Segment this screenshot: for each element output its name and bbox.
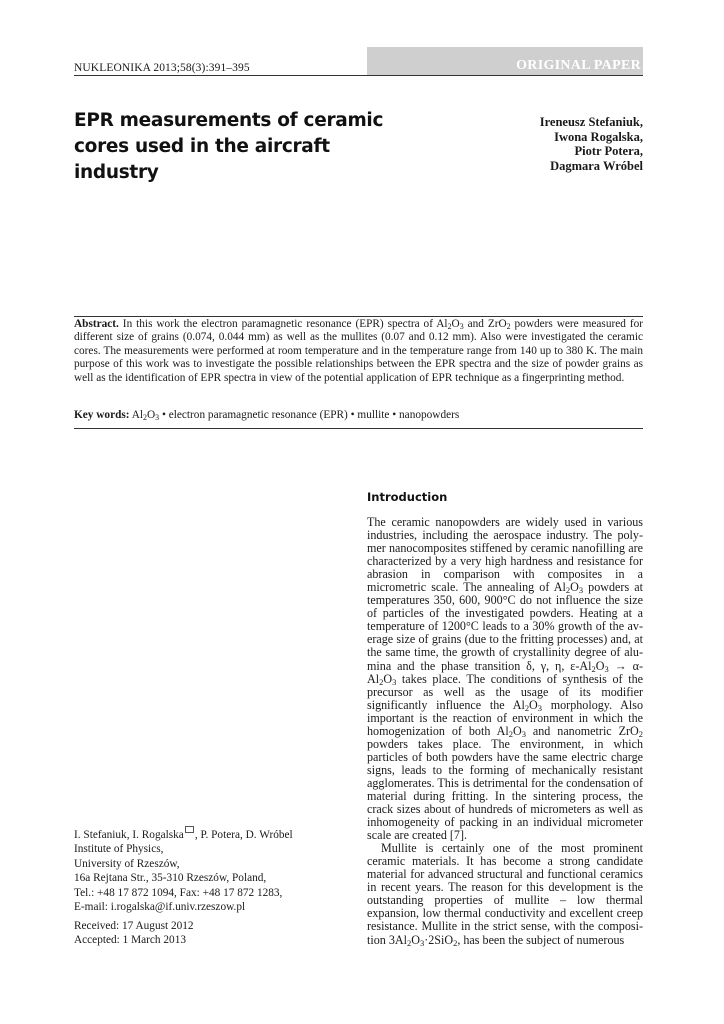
section-heading-introduction: Introduction	[367, 490, 448, 504]
paper-title: EPR measurements of ceramic cores used in the aircraft industry	[74, 110, 384, 183]
author-name: Iwona Rogalska,	[554, 129, 643, 144]
keywords	[74, 409, 643, 422]
affiliation-line: Tel.: +48 17 872 1094, Fax: +48 17 872 1283,	[74, 886, 283, 899]
subscript: 2	[447, 321, 452, 331]
keywords-label: Key words:	[74, 409, 130, 421]
header-rule	[74, 75, 643, 76]
author-name: Ireneusz Stefaniuk,	[539, 115, 643, 129]
author-list	[540, 115, 643, 173]
paragraph: Mullite is certainly one of the most prominent ceramic materials. It has become a strong candidate material for advanced structural and functional ceramics in recent years. The reason for this development is the outstanding properties of mullite – low thermal expansion, low thermal conductivity and excellent creep resistance. Mullite in the strict sense, with the composition $3Al_2O_3\cdot 2SiO_2$, has been the subject of numerous	[367, 841, 643, 948]
affiliation-line: University of Rzeszów,	[74, 857, 180, 870]
keywords-text: Al	[129, 409, 144, 421]
affiliation-names: I. Stefaniuk, I. Rogalska , P. Potera, D. Wróbel	[74, 826, 334, 842]
author-name: Piotr Potera,	[574, 144, 643, 159]
journal-citation: NUKLEONIKA 2013;58(3):391–395	[74, 62, 250, 74]
abstract-label: Abstract.	[74, 318, 119, 330]
article-type-badge: ORIGINAL PAPER	[367, 47, 643, 75]
affiliation-line: Institute of Physics,	[74, 843, 164, 856]
abstract-text: powders were measured for different size of grains (0.074, 0.044 mm) as well as the mullites (0.07 and 0.12 mm). Also were investigated the ceramic cores. The measurements were performed at room temperature and in the temperature range from 140 up to 380 K. The main purpose of this work was to investigate the possible relationships between the EPR spectra and the size of powder grains as well as the identification of EPR spectra in view of the potential application of EPR technique as a fingerprinting method.	[74, 318, 643, 384]
manuscript-dates	[74, 919, 194, 948]
abstract	[74, 318, 643, 385]
author-affiliation	[74, 826, 334, 914]
abstract-text: O	[451, 318, 460, 330]
keywords-text: O	[147, 409, 156, 421]
introduction-body	[367, 516, 643, 947]
affiliation-email: E-mail: i.rogalska@if.univ.rzeszow.pl	[74, 901, 246, 914]
keywords-bottom-rule	[74, 428, 643, 429]
accepted-date: Accepted: 1 March 2013	[74, 934, 186, 947]
subscript: 3	[155, 412, 160, 422]
subscript: 3	[459, 321, 464, 331]
paragraph: The ceramic nanopowders are widely used in various industries, including the aerospace industry. The polymer nanocomposites stiffened by ceramic nanofilling are characterized by a very high hardness and resistance for abrasion in comparison with composites in a micrometric scale. The annealing of $Al_2O_3$ powders at temperatures 350, 600, 900°C do not influence the size of particles of the investigated powders. Heating at a temperature of 1200°C leads to a 30% growth of the average size of grains (due to the fritting processes) and, at the same time, the growth of crystallinity degree of alumina and the phase transition δ, γ, η, $\varepsilon-Al_2O_3 \to \alpha-Al_2O_3$ takes place. The conditions of synthesis of the precursor as well as the usage of its modifier significantly influence the $Al_2O_3$ morphology. Also important is the reaction of environment in which the homogenization of both $Al_2O_3$ and nanometric ZrO$_2$ powders takes place. The environment, in which particles of both powders have the same electric charge signs, leads to the forming of mechanically resistant agglomerates. This is detrimental for the condensation of material during fritting. In the sintering process, the crack sizes about of hundreds of micrometers as well as inhomogeneity of packing in an individual micrometer scale are created [7].	[367, 515, 643, 843]
author-name: Dagmara Wróbel	[550, 158, 643, 173]
abstract-text: In this work the electron paramagnetic resonance (EPR) spectra of Al	[118, 318, 448, 330]
subscript: 2	[143, 412, 147, 422]
abstract-text: and ZrO	[463, 318, 507, 330]
keywords-text: • electron paramagnetic resonance (EPR) • mullite • nanopowders	[159, 409, 460, 421]
subscript: 2	[506, 321, 511, 331]
envelope-icon	[185, 826, 194, 833]
affiliation-line: 16a Rejtana Str., 35-310 Rzeszów, Poland,	[74, 872, 267, 885]
received-date: Received: 17 August 2012	[74, 920, 194, 932]
abstract-top-rule	[74, 316, 643, 317]
